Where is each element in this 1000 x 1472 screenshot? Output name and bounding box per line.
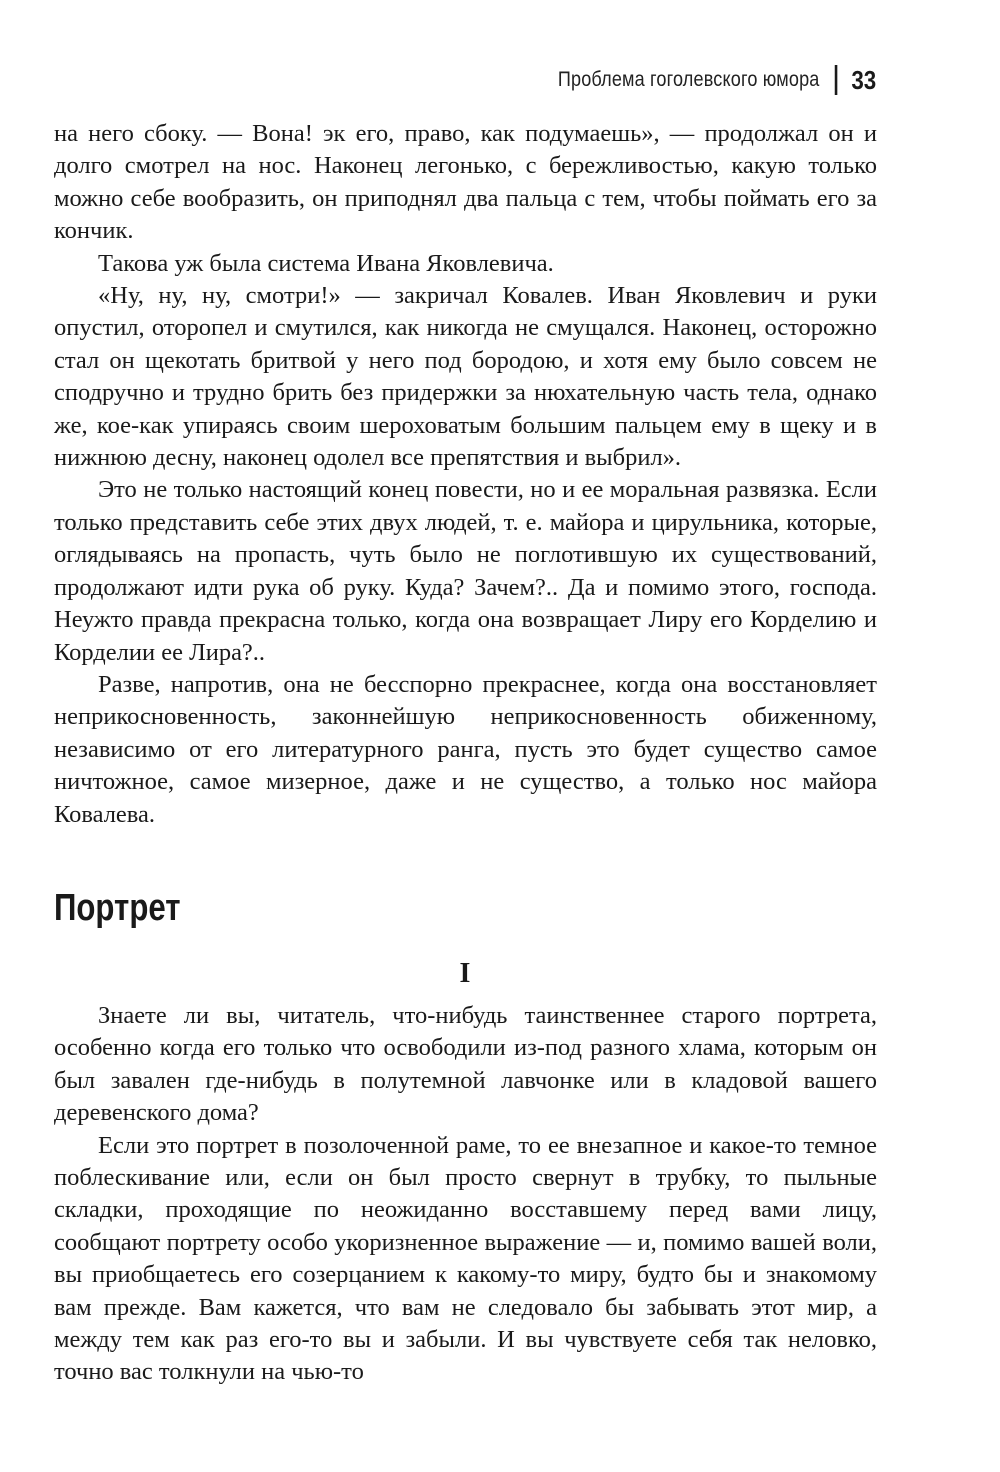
paragraph-continuation: на него сбоку. — Вона! эк его, право, как подумаешь», — продолжал он и долго смотрел на нос. Наконец легонько, с бережливостью, какую только можно себе вообразить, он приподнял два пальца с тем, чтобы поймать его за кончик. bbox=[54, 120, 877, 245]
paragraph: Это не только настоящий конец повести, но и ее моральная развязка. Если только представить себе этих двух людей, т. е. майора и цирульника, которые, оглядываясь на пропасть, чуть было не поглотившую их существований, продолжают идти рука об руку. Куда? Зачем?.. Да и помимо этого, господа. Неужто правда прекрасна только, когда она возвращает Лиру его Корделию и Корделии ее Лира?.. bbox=[54, 476, 877, 666]
paragraph: Если это портрет в позолоченной раме, то ее внезапное и какое-то темное поблескивание или, если он был просто свернут в трубку, то пыльные складки, проходящие по неожиданно восставшему перед вами лицу, сообщают портрету особо укоризненное выражение — и, помимо вашей воли, вы приобщаетесь его созерцанием к какому-то миру, будто бы и знакомому вам прежде. Вам кажется, что вам не следовало бы забывать этот мир, а между тем как раз его-то вы и забыли. И вы чувствуете себя так неловко, точно вас толкнули на чью-то bbox=[54, 1131, 877, 1386]
paragraph: Такова уж была система Ивана Яковлевича. bbox=[98, 249, 554, 277]
text-block-bottom bbox=[54, 1000, 877, 1389]
text-block-top bbox=[54, 118, 877, 831]
paragraph: «Ну, ну, ну, смотри!» — закричал Ковалев. Иван Яковлевич и руки опустил, оторопел и смутился, как никогда не смущался. Наконец, осторожно стал он щекотать бритвой у него под бородою, и хотя ему было совсем не сподручно и трудно брить без придержки за нюхательную часть тела, однако же, кое-как упираясь своим шероховатым большим пальцем ему в щеку и в нижнюю десну, наконец одолел все препятствия и выбрил». bbox=[54, 282, 877, 472]
header-divider bbox=[835, 65, 838, 95]
paragraph: Знаете ли вы, читатель, что-нибудь таинственнее старого портрета, особенно когда его только что освободили из-под разного хлама, которым он был завален где-нибудь в полутемной лавчонке или в кладовой вашего деревенского дома? bbox=[54, 1002, 877, 1127]
page-number: 33 bbox=[851, 64, 876, 95]
section-title: Портрет bbox=[54, 887, 181, 929]
running-header bbox=[558, 62, 876, 98]
paragraph: Разве, напротив, она не бесспорно прекраснее, когда она восстановляет неприкосновенность, законнейшую неприкосновенность обиженному, независимо от его литературного ранга, пусть это будет существо самое ничтожное, самое мизерное, даже и не существо, а только нос майора Ковалева. bbox=[54, 670, 877, 828]
chapter-numeral: I bbox=[459, 958, 471, 989]
running-title: Проблема гоголевского юмора bbox=[557, 68, 820, 91]
